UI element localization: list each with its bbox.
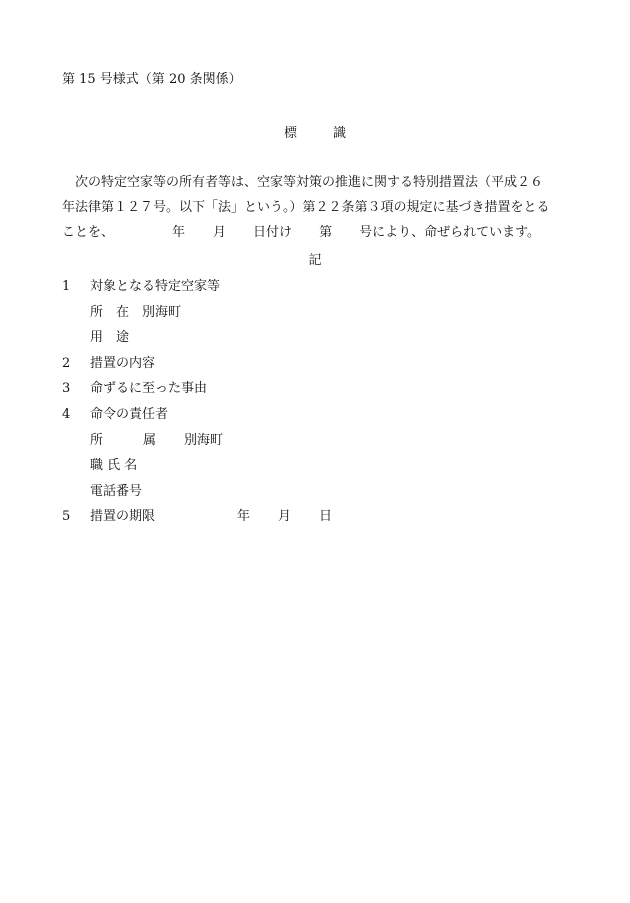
item-3 [62, 376, 582, 402]
phone-label: 電話番号 [90, 483, 143, 499]
deadline-month-label: 月 [278, 509, 292, 525]
body-line-3 [62, 220, 562, 245]
body-line-1: 次の特定空家等の所有者等は、空家等対策の推進に関する特別措置法（平成２６ [75, 175, 544, 190]
item-2 [62, 351, 582, 377]
body-paragraph [62, 170, 562, 245]
item-label: 命ずるに至った事由 [90, 381, 208, 397]
item-number: 5 [62, 509, 71, 525]
department-value: 別海町 [184, 432, 224, 448]
item-label: 命令の責任者 [90, 406, 169, 422]
item-4-department [62, 428, 582, 454]
blank-day-label: 日付け [253, 225, 293, 240]
item-label: 措置の期限 [90, 509, 156, 525]
location-label-b: 在 [116, 304, 130, 320]
item-4-phone [62, 479, 582, 505]
body-line-3-start: ことを、 [62, 225, 115, 240]
location-label-a: 所 [90, 304, 104, 320]
item-1-use [62, 325, 582, 351]
item-5 [62, 504, 582, 530]
form-number: 第 15 号様式（第 20 条関係） [62, 72, 242, 87]
item-number: 1 [62, 279, 71, 294]
item-number: 2 [62, 355, 71, 371]
item-label: 対象となる特定空家等 [90, 279, 221, 294]
ki-heading: 記 [308, 253, 322, 268]
department-label-b: 属 [143, 432, 157, 448]
item-number: 4 [62, 406, 71, 422]
deadline-day-label: 日 [319, 509, 333, 525]
body-line-3-end: 号により、命ぜられています。 [359, 225, 541, 240]
body-line-2: 年法律第１２７号。以下「法」という。）第２２条第３項の規定に基づき措置をとる [62, 200, 550, 215]
title-char-1: 標 [283, 126, 297, 141]
department-label-a: 所 [90, 432, 104, 448]
blank-month-label: 月 [213, 225, 227, 240]
title-char-2: 識 [333, 126, 347, 141]
item-number: 3 [62, 381, 71, 397]
item-4 [62, 402, 582, 428]
blank-number-prefix: 第 [319, 225, 333, 240]
use-label-a: 用 [90, 330, 104, 346]
item-1-location [62, 300, 582, 326]
document-title [0, 122, 630, 141]
item-1 [62, 274, 582, 300]
item-list [62, 274, 582, 530]
use-label-b: 途 [116, 330, 130, 346]
location-value: 別海町 [142, 304, 182, 320]
item-label: 措置の内容 [90, 355, 156, 371]
deadline-year-label: 年 [237, 509, 251, 525]
blank-year-label: 年 [172, 225, 186, 240]
item-4-name [62, 453, 582, 479]
name-label: 職 氏 名 [90, 458, 138, 474]
